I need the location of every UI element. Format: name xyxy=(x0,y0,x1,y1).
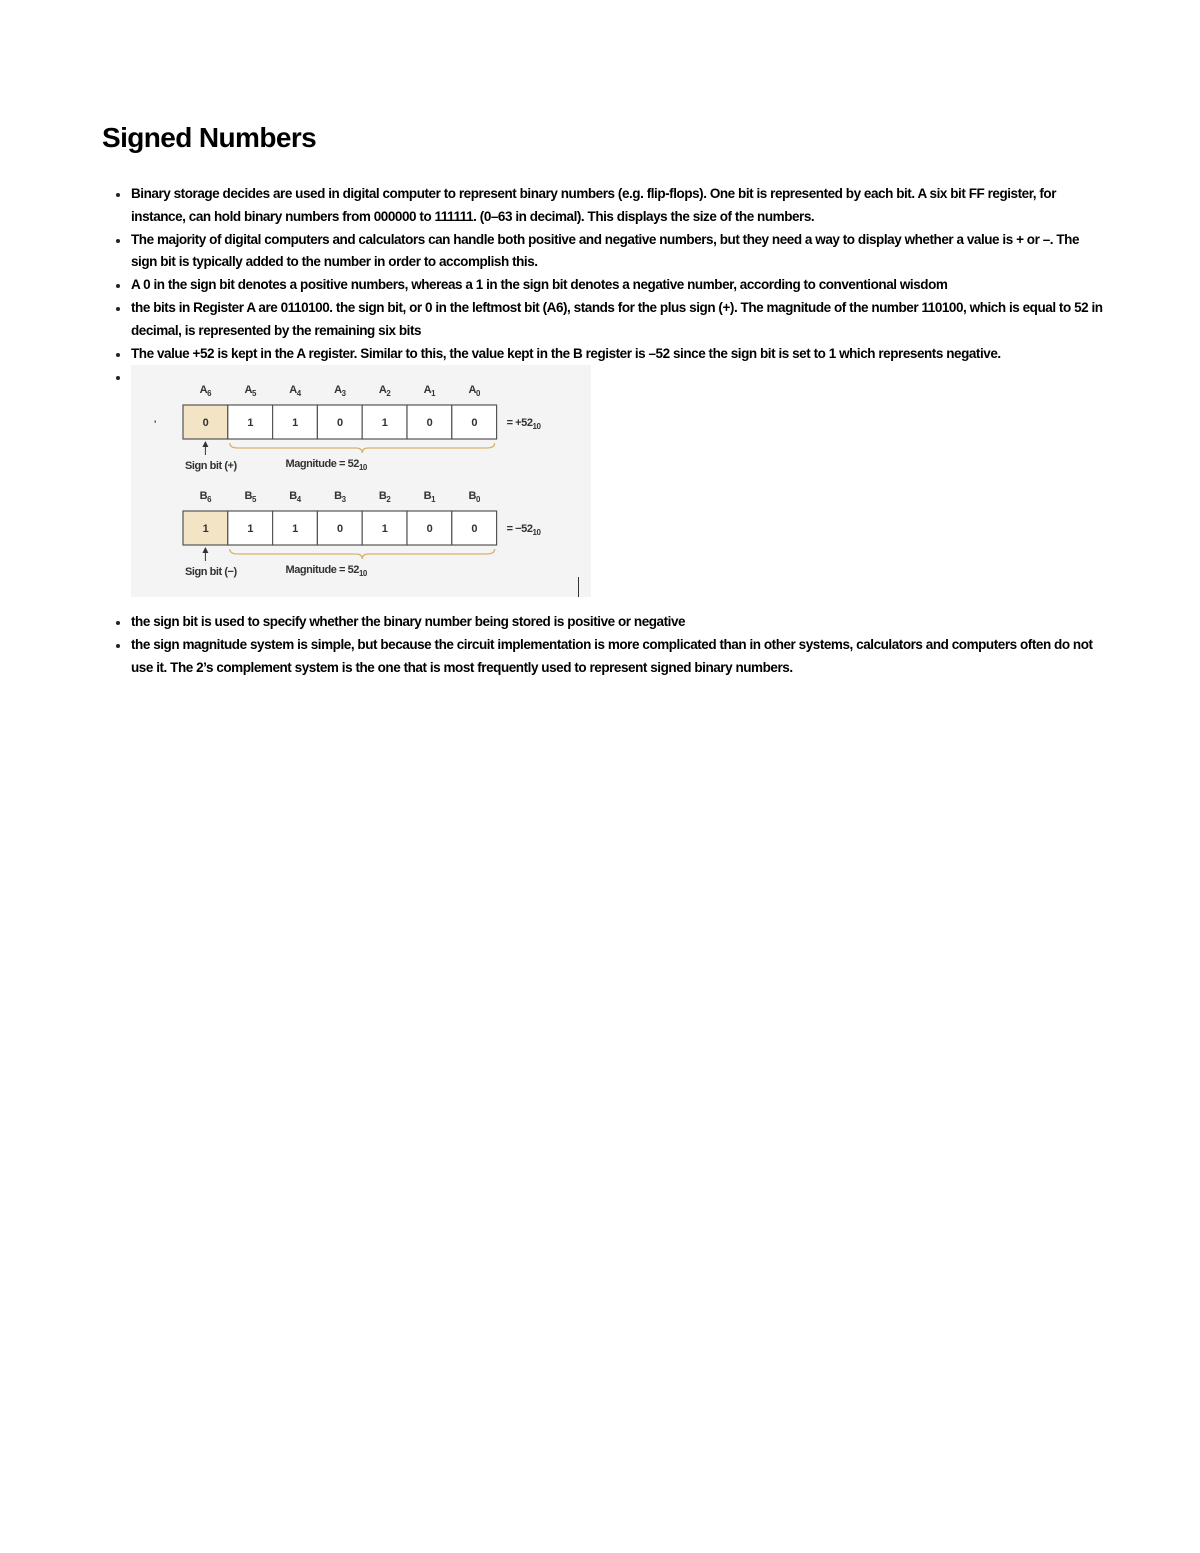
stray-mark: ' xyxy=(154,418,156,429)
register-a-sign-arrowhead xyxy=(202,441,208,447)
register-a-bit-label: $A_3$ xyxy=(334,383,346,398)
register-b-bit-value: 1 xyxy=(292,522,298,535)
register-b-bit-label: $B_2$ xyxy=(378,489,391,504)
list-item: the sign bit is used to specify whether the binary number being stored is positive or negative xyxy=(131,611,1106,634)
register-a-bit-label: $A_4$ xyxy=(289,383,301,398)
register-b-sign-arrowhead xyxy=(202,547,208,553)
register-a-bit-label: $A_6$ xyxy=(199,383,212,398)
register-b-bit-label: $B_0$ xyxy=(468,489,480,504)
register-b-bit-value: 0 xyxy=(336,522,343,535)
register-a-bit-label: $A_2$ xyxy=(378,383,391,398)
text-cursor xyxy=(578,577,579,597)
register-b-bit-label: $B_6$ xyxy=(199,489,212,504)
register-b-bit-value: 0 xyxy=(471,522,478,535)
list-item: The majority of digital computers and calculators can handle both positive and negative numbers, but they need a way to display whether a value is + or –. The sign bit is typically added to the number in order to accomplish this. xyxy=(131,229,1106,274)
list-item-figure xyxy=(131,366,1106,611)
register-a-bit-value: 1 xyxy=(381,416,388,429)
register-a-bit-value: 1 xyxy=(247,416,254,429)
list-item: the bits in Register A are 0110100. the sign bit, or 0 in the leftmost bit (A6), stands for the plus sign (+). The magnitude of the number 110100, which is equal to 52 in decimal, is represented by the remaining six bits xyxy=(131,297,1106,342)
register-a-bit-value: 0 xyxy=(336,416,343,429)
register-diagram xyxy=(131,365,591,597)
register-a-magnitude-label: Magnitude = $52_{10}$ xyxy=(285,457,367,472)
list-item: A 0 in the sign bit denotes a positive numbers, whereas a 1 in the sign bit denotes a negative number, according to conventional wisdom xyxy=(131,274,1106,297)
register-b-bit-label: $B_1$ xyxy=(423,489,436,504)
register-a-bit-label: $A_1$ xyxy=(423,383,436,398)
register-b-sign-label: Sign bit (−) xyxy=(185,565,237,578)
register-a-sign-label: Sign bit (+) xyxy=(185,459,237,472)
register-a-bit-label: $A_5$ xyxy=(244,383,256,398)
register-b-bit-value: 1 xyxy=(247,522,254,535)
register-b-magnitude-brace xyxy=(230,549,495,559)
register-b-magnitude-label: Magnitude = $52_{10}$ xyxy=(285,563,367,578)
register-a-register-value: = $+52_{10}$ xyxy=(506,416,541,431)
register-a-bit-label: $A_0$ xyxy=(468,383,480,398)
register-b-register-value: = $-52_{10}$ xyxy=(506,522,541,537)
register-b-bit-label: $B_4$ xyxy=(289,489,301,504)
register-b-bit-value: 0 xyxy=(426,522,433,535)
register-b-bit-label: $B_3$ xyxy=(334,489,346,504)
register-a-bit-value: 1 xyxy=(292,416,298,429)
list-item: the sign magnitude system is simple, but because the circuit implementation is more complicated than in other systems, calculators and computers often do not use it. The 2’s complement system is the one that is most frequently used to represent signed binary numbers. xyxy=(131,634,1106,679)
list-item: Binary storage decides are used in digital computer to represent binary numbers (e.g. flip-flops). One bit is represented by each bit. A six bit FF register, for instance, can hold binary numbers from 000000 to 111111. (0–63 in decimal). This displays the size of the numbers. xyxy=(131,183,1106,228)
page-title: Signed Numbers xyxy=(102,122,317,153)
register-b-bit-value: 1 xyxy=(381,522,388,535)
register-b-bit-label: $B_5$ xyxy=(244,489,256,504)
register-a-bit-value: 0 xyxy=(202,416,209,429)
register-a-bit-value: 0 xyxy=(471,416,478,429)
list-item: The value +52 is kept in the A register. Similar to this, the value kept in the B register is –52 since the sign bit is set to 1 which represents negative. xyxy=(131,343,1106,366)
register-a-bit-value: 0 xyxy=(426,416,433,429)
bullet-list xyxy=(131,183,1106,680)
register-b-bit-value: 1 xyxy=(202,522,209,535)
register-a-magnitude-brace xyxy=(230,443,495,453)
sign-magnitude-figure xyxy=(131,365,591,597)
